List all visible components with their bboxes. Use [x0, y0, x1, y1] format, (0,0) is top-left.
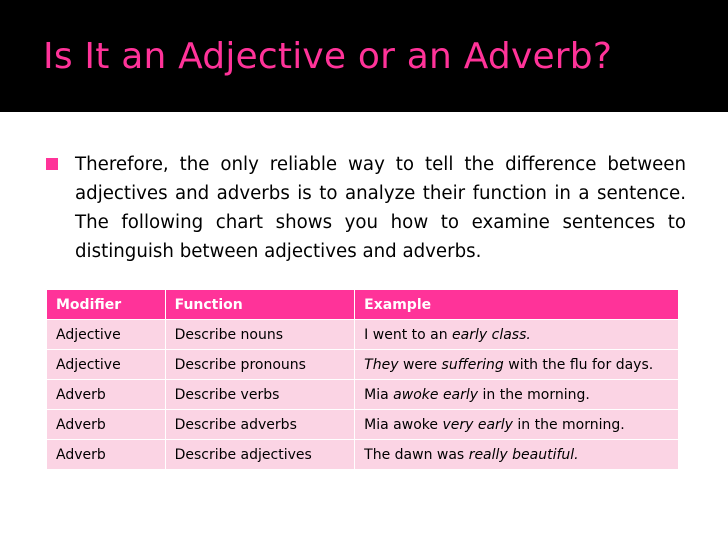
cell-modifier: Adjective	[47, 350, 166, 380]
cell-example: The dawn was really beautiful.	[355, 440, 679, 470]
cell-function: Describe adjectives	[165, 440, 355, 470]
cell-function: Describe adverbs	[165, 410, 355, 440]
header-example: Example	[355, 290, 679, 320]
bullet-square-icon	[46, 158, 58, 170]
cell-modifier: Adverb	[47, 380, 166, 410]
cell-example: Mia awoke very early in the morning.	[355, 410, 679, 440]
cell-function: Describe verbs	[165, 380, 355, 410]
cell-modifier: Adjective	[47, 320, 166, 350]
cell-modifier: Adverb	[47, 440, 166, 470]
modifier-table	[46, 289, 679, 470]
title-band	[0, 0, 728, 112]
cell-function: Describe nouns	[165, 320, 355, 350]
header-function: Function	[165, 290, 355, 320]
slide-title: Is It an Adjective or an Adverb?	[43, 36, 613, 77]
cell-function: Describe pronouns	[165, 350, 355, 380]
table-row	[47, 410, 679, 440]
cell-example: I went to an early class.	[355, 320, 679, 350]
table-row	[47, 440, 679, 470]
cell-example: Mia awoke early in the morning.	[355, 380, 679, 410]
cell-example: They were suffering with the flu for days.	[355, 350, 679, 380]
body-paragraph: Therefore, the only reliable way to tell the difference between adjectives and adverbs is to analyze their function in a sentence. The following chart shows you how to examine sentences to distinguish between adjectives and adverbs.	[75, 154, 686, 262]
table-row	[47, 380, 679, 410]
cell-modifier: Adverb	[47, 410, 166, 440]
table-row	[47, 350, 679, 380]
table-row	[47, 320, 679, 350]
table-header-row	[47, 290, 679, 320]
header-modifier: Modifier	[47, 290, 166, 320]
